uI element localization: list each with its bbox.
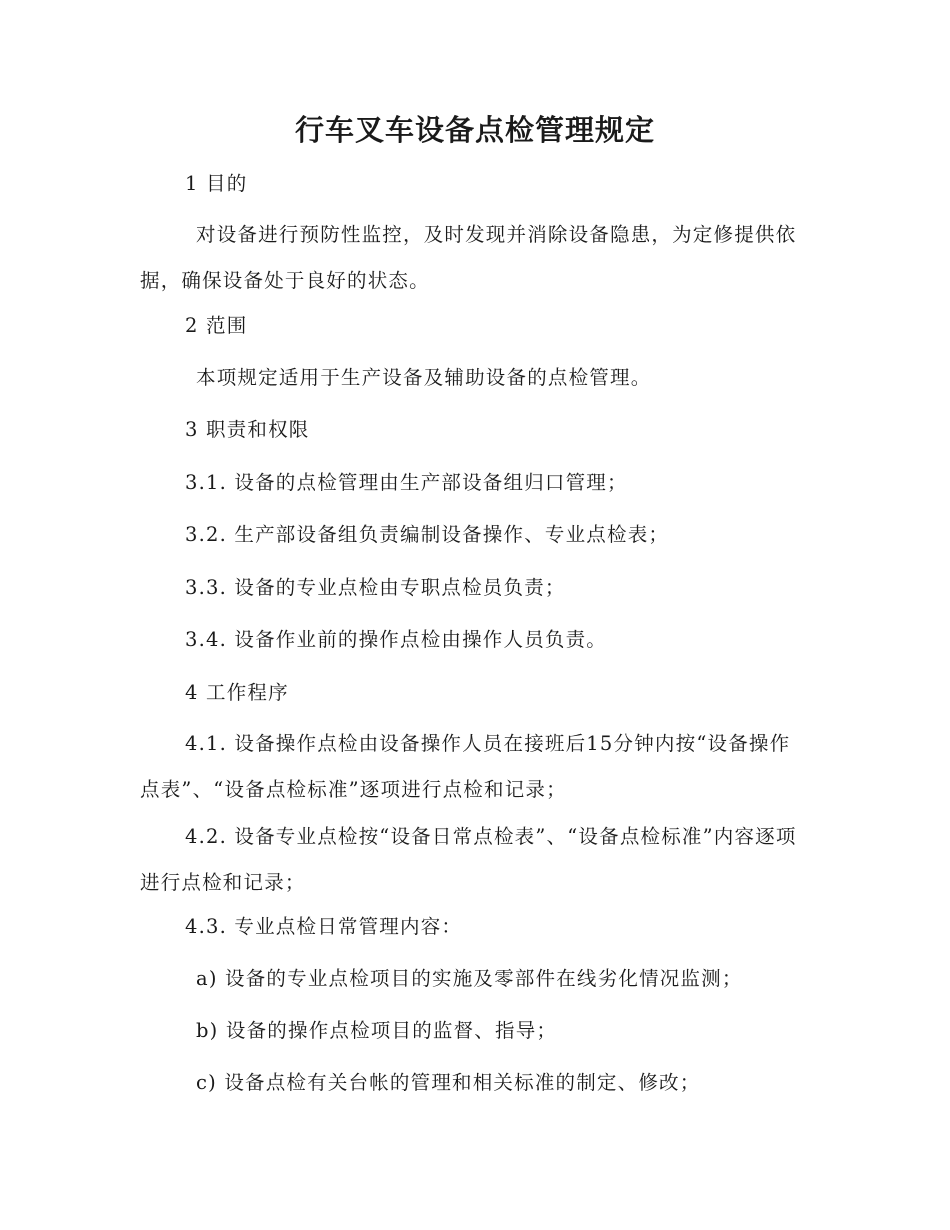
- section-1-body: 对设备进行预防性监控，及时发现并消除设备隐患，为定修提供依据，确保设备处于良好的状态。: [140, 223, 797, 292]
- section-4-subitem: a) 设备的专业点检项目的实施及零部件在线劣化情况监测；: [196, 967, 743, 990]
- section-1-heading: 1 目的: [185, 172, 248, 195]
- section-4-heading: 4 工作程序: [185, 681, 289, 704]
- section-2-body: 本项规定适用于生产设备及辅助设备的点检管理。: [196, 366, 652, 389]
- section-4-item: 4.2. 设备专业点检按“设备日常点检表”、“设备点检标准”内容逐项进行点检和记录；: [140, 825, 797, 894]
- section-4-item: 4.3. 专业点检日常管理内容：: [185, 915, 463, 938]
- section-3-item: 3.1. 设备的点检管理由生产部设备组归口管理；: [185, 471, 628, 494]
- section-4-item: 4.1. 设备操作点检由设备操作人员在接班后15分钟内按“设备操作点表”、“设备点检标准”逐项进行点检和记录；: [140, 732, 791, 801]
- section-3-item: 3.4. 设备作业前的操作点检由操作人员负责。: [185, 628, 608, 651]
- section-2-heading: 2 范围: [185, 314, 248, 337]
- section-4-subitem: c) 设备点检有关台帐的管理和相关标准的制定、修改；: [196, 1071, 701, 1094]
- section-3-item: 3.2. 生产部设备组负责编制设备操作、专业点检表；: [185, 523, 670, 546]
- document-title: 行车叉车设备点检管理规定: [294, 113, 655, 147]
- section-4-subitem: b) 设备的操作点检项目的监督、指导；: [196, 1019, 558, 1042]
- section-3-heading: 3 职责和权限: [185, 418, 310, 441]
- section-3-item: 3.3. 设备的专业点检由专职点检员负责；: [185, 576, 566, 599]
